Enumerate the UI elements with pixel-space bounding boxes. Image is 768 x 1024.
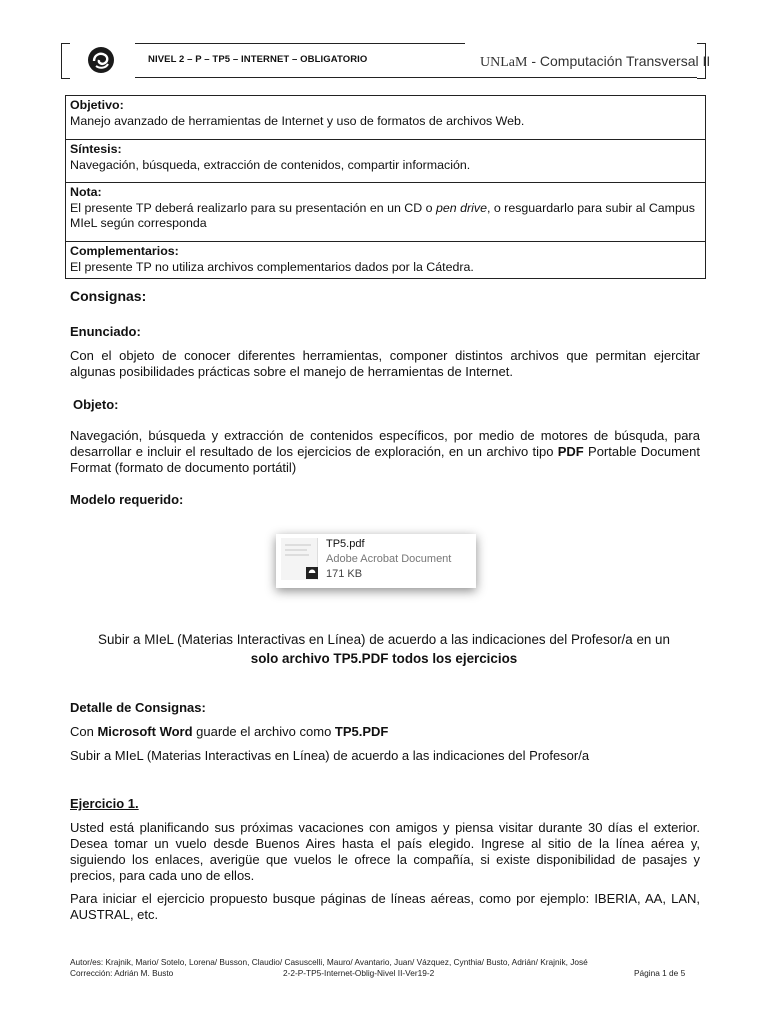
box-text: El presente TP no utiliza archivos complementarios dados por la Cátedra. — [70, 259, 474, 274]
box-label: Nota: — [70, 185, 102, 199]
pdf-icon: ⯊ — [306, 567, 318, 579]
file-size: 171 KB — [326, 568, 363, 580]
box-text: El presente TP deberá realizarlo para su presentación en un CD o — [70, 200, 436, 215]
footer-correction: Corrección: Adrián M. Busto — [70, 968, 174, 978]
box-text-italic: pen drive — [435, 200, 487, 215]
header-title: NIVEL 2 – P – TP5 – INTERNET – OBLIGATORIO — [148, 54, 368, 65]
box-label: Complementarios: — [70, 244, 179, 258]
modelo-heading: Modelo requerido: — [70, 492, 184, 507]
enunciado-text: Con el objeto de conocer diferentes herramientas, componer distintos archivos que permitan ejercitar algunas posibilidades prácticas sobre el manejo de herramientas de Internet. — [70, 348, 700, 379]
box-label: Objetivo: — [70, 98, 124, 112]
ejercicio1-p2: Para iniciar el ejercicio propuesto busque páginas de líneas aéreas, como por ejemplo: IBERIA, AA, LAN, AUSTRAL, etc. — [70, 891, 700, 922]
subir-line2: solo archivo TP5.PDF todos los ejercicios — [250, 651, 518, 666]
unlam-logo-icon — [87, 46, 115, 74]
detalle-heading: Detalle de Consignas: — [70, 700, 206, 715]
ejercicio1-heading: Ejercicio 1. — [70, 796, 139, 811]
section-consignas: Consignas: — [70, 288, 147, 304]
box-text: Manejo avanzado de herramientas de Internet y uso de formatos de archivos Web. — [70, 113, 525, 128]
file-type: Adobe Acrobat Document — [326, 553, 452, 565]
file-name: TP5.pdf — [326, 538, 365, 550]
box-complementarios — [65, 241, 706, 279]
box-text: , o resguardarlo para subir al Campus MIeL según corresponda — [70, 200, 695, 230]
objeto-heading: Objeto: — [73, 397, 119, 412]
enunciado-heading: Enunciado: — [70, 324, 141, 339]
footer-page-number: Página 1 de 5 — [634, 968, 686, 978]
subir-line1: Subir a MIeL (Materias Interactivas en Línea) de acuerdo a las indicaciones del Profesor/a en un — [98, 632, 670, 647]
box-objetivo — [65, 95, 706, 140]
detalle-line2: Subir a MIeL (Materias Interactivas en Línea) de acuerdo a las indicaciones del Profesor/a — [70, 748, 590, 763]
detalle-line1: Con Microsoft Word guarde el archivo como TP5.PDF — [70, 724, 389, 739]
ejercicio1-p1: Usted está planificando sus próximas vacaciones con amigos y piensa visitar durante 30 días el exterior. Desea tomar un vuelo desde Buenos Aires hasta el país elegido. Ingrese al sitio de la línea aérea y, siguiendo los enlaces, averigüe que vuelos le ofrece la compañía, si existe disponibilidad de pasajes y precios, para cada uno de ellos. — [70, 820, 700, 883]
footer-authors: Autor/es: Krajnik, Mario/ Sotelo, Lorena/ Busson, Claudio/ Casuscelli, Mauro/ Avantario, Juan/ Vázquez, Cynthia/ Busto, Adrián/ Krajnik, José — [70, 957, 588, 967]
subject-name: - Computación Transversal II — [527, 53, 711, 69]
header-bracket-left — [61, 43, 70, 79]
institution-name: UNLaM — [480, 55, 528, 70]
header-institution — [480, 53, 710, 71]
box-sintesis — [65, 139, 706, 183]
footer-doc-code: 2-2-P-TP5-Internet-Oblig-Nivel II-Ver19-2 — [283, 968, 435, 978]
pdf-keyword: PDF — [557, 444, 584, 459]
header-divider-top — [135, 43, 465, 44]
pdf-file-preview — [276, 534, 476, 588]
box-label: Síntesis: — [70, 142, 122, 156]
box-nota — [65, 182, 706, 242]
box-text: Navegación, búsqueda, extracción de contenidos, compartir información. — [70, 157, 471, 172]
header-divider-bottom — [135, 77, 697, 78]
objeto-text: Navegación, búsqueda y extracción de contenidos específicos, por medio de motores de búsquda, para desarrollar e incluir el resultado de los ejercicios de exploración, en un archivo tipo PDF Portable Document Format (formato de documento portátil) — [70, 428, 700, 475]
